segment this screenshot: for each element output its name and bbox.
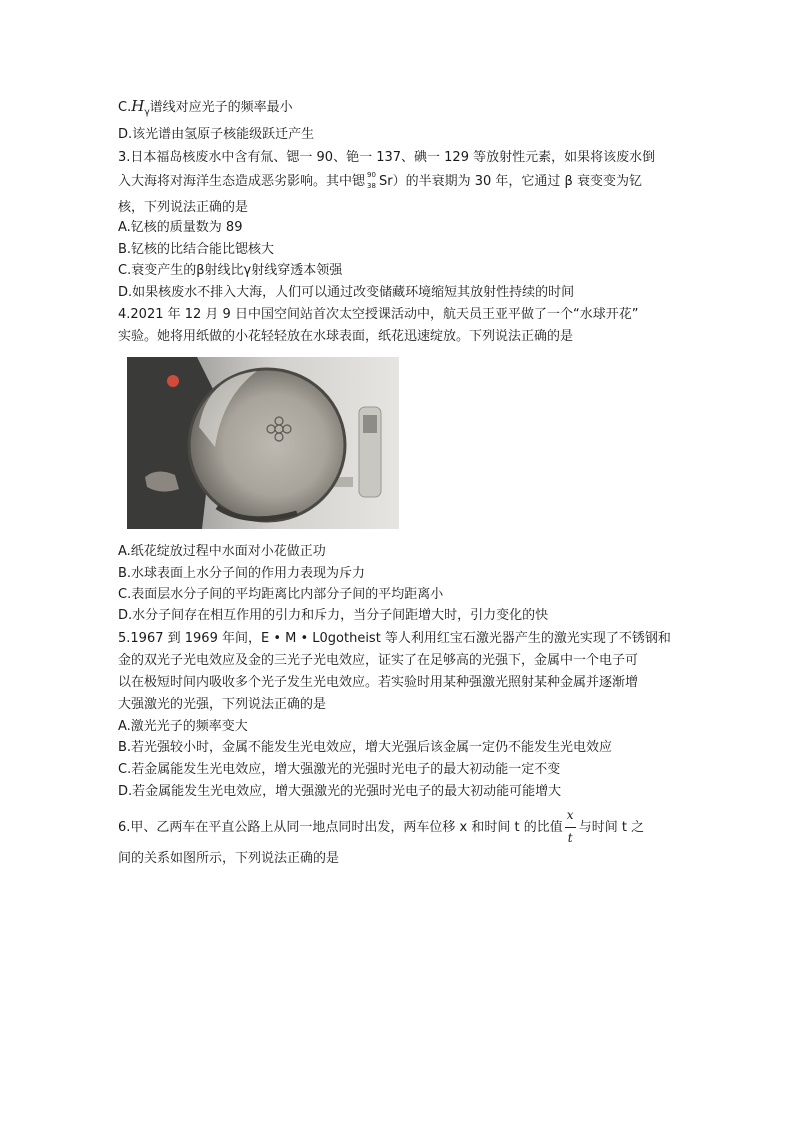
option-text: 谱线对应光子的频率最小 [149,100,293,115]
h-gamma-symbol: H [131,97,145,115]
q4-option-c: C.表面层水分子间的平均距离比内部分子间的平均距离小 [118,587,444,602]
q3-stem-line2 [118,173,642,191]
q4-stem-line2: 实验。她将用纸做的小花轻轻放在水球表面，纸花迅速绽放。下列说法正确的是 [118,329,574,344]
fraction-numerator: x [566,808,574,822]
q5-stem-line4: 大强激光的光强，下列说法正确的是 [118,697,327,712]
q5-option-c: C.若金属能发生光电效应，增大强激光的光强时光电子的最大初动能一定不变 [118,762,561,777]
q6-text-part-a: 6.甲、乙两车在平直公路上从同一地点同时出发，两车位移 x 和时间 t 的比值 [118,820,563,835]
gamma-subscript: γ [144,107,150,118]
water-ball [189,369,345,521]
q3-option-b: B.钇核的比结合能比锶核大 [118,242,275,257]
q5-option-d: D.若金属能发生光电效应，增大强激光的光强时光电子的最大初动能可能增大 [118,784,562,799]
atomic-number: 38 [367,182,376,190]
q6-text-part-b: 与时间 t 之 [578,820,645,835]
q3-option-c: C.衰变产生的β射线比γ射线穿透本领强 [118,263,343,278]
flag-patch [167,375,179,387]
q5-option-a: A.激光光子的频率变大 [118,719,248,734]
q3-stem-line3: 核，下列说法正确的是 [118,200,249,215]
q3-option-a: A.钇核的质量数为 89 [118,220,243,235]
q4-stem-line1: 4.2021 年 12 月 9 日中国空间站首次太空授课活动中，航天员王亚平做了一个“水球开花” [118,307,639,322]
q6-stem-line2: 间的关系如图所示，下列说法正确的是 [118,851,340,866]
q5-option-b: B.若光强较小时，金属不能发生光电效应，增大光强后该金属一定仍不能发生光电效应 [118,740,613,755]
q4-option-d: D.水分子间存在相互作用的引力和斥力，当分子间距增大时，引力变化的快 [118,608,549,623]
q2-option-d: D.该光谱由氢原子核能级跃迁产生 [118,127,315,142]
option-letter: C. [118,100,132,115]
fraction-bar [565,827,576,828]
mass-number: 90 [367,171,376,179]
strontium-nuclide [365,173,379,191]
water-ball-photo [127,357,399,529]
q3-option-d: D.如果核废水不排入大海，人们可以通过改变储藏环境缩短其放射性持续的时间 [118,285,575,300]
q3-stem-line1: 3.日本福岛核废水中含有氚、锶一 90、铯一 137、碘一 129 等放射性元素，如果将该废水倒 [118,150,656,165]
q3-text-part-a: 入大海将对海洋生态造成恶劣影响。其中锶 [118,174,366,189]
x-over-t-fraction [565,808,577,845]
q5-stem-line1: 5.1967 到 1969 年间，E • M • L0gotheist 等人利用红宝石激光器产生的激光实现了不锈钢和 [118,631,671,646]
q5-stem-line3: 以在极短时间内吸收多个光子发生光电效应。若实验时用某种强激光照射某种金属并逐渐增 [118,675,639,690]
q4-option-b: B.水球表面上水分子间的作用力表现为斥力 [118,566,366,581]
q3-text-part-b: Sr）的半衰期为 30 年，它通过 β 衰变变为钇 [379,174,642,189]
q2-option-c [118,97,293,122]
q5-stem-line2: 金的双光子光电效应及金的三光子光电效应，证实了在足够高的光强下，金属中一个电子可 [118,653,639,668]
fraction-denominator: t [567,831,573,845]
q4-option-a: A.纸花绽放过程中水面对小花做正功 [118,544,326,559]
q6-stem-line1 [118,808,645,845]
